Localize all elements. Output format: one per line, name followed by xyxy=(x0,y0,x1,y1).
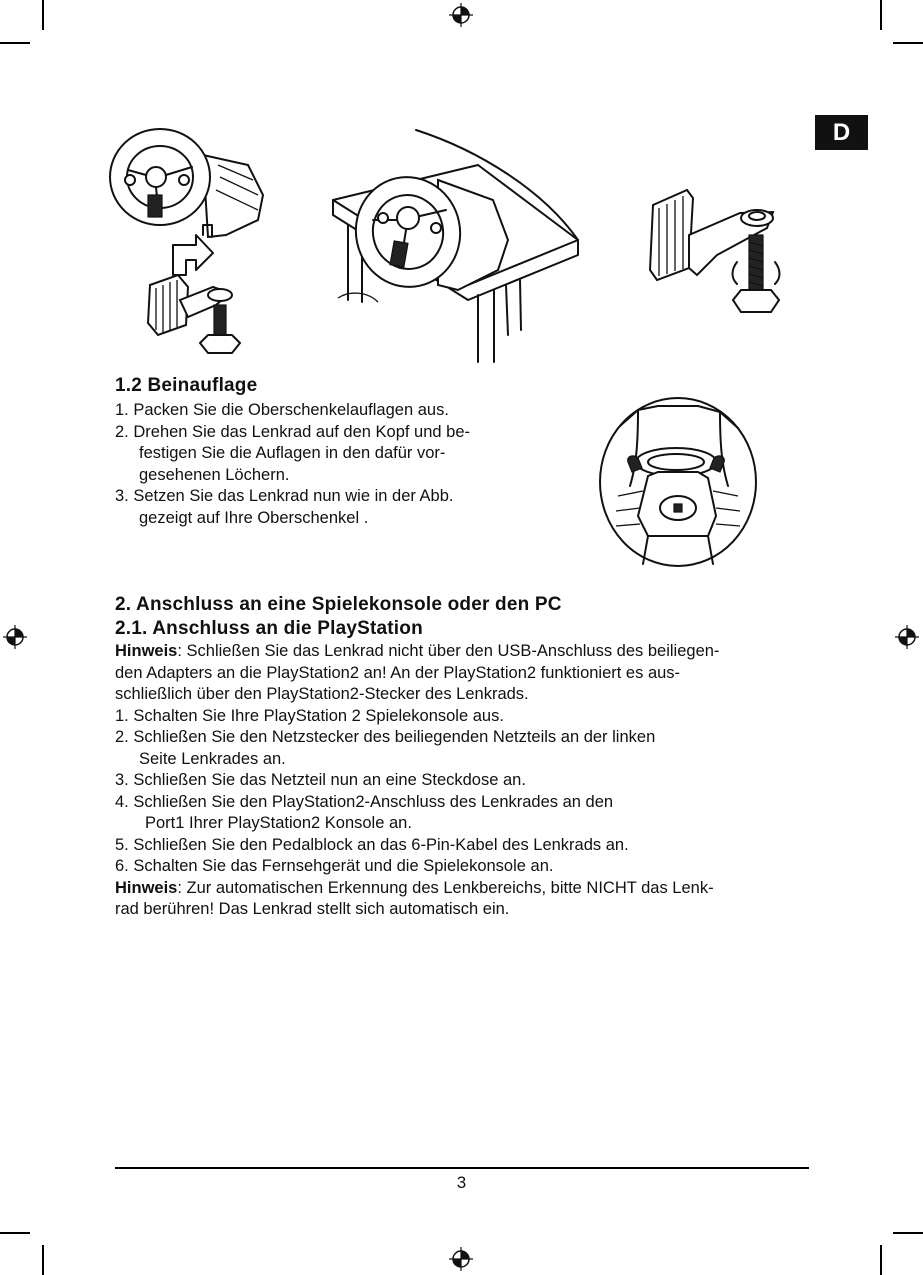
footer-divider xyxy=(115,1167,809,1169)
list-item xyxy=(115,400,470,422)
anschluss-body xyxy=(115,641,719,921)
step-number: 5. xyxy=(115,835,129,854)
step-text: gesehenen Löchern. xyxy=(139,465,290,484)
step-number: 4. xyxy=(115,792,129,811)
page-number: 3 xyxy=(456,1173,467,1192)
note-label: Hinweis xyxy=(115,878,178,897)
step-text: Drehen Sie das Lenkrad auf den Kopf und be- xyxy=(133,422,471,441)
note-text: : Schließen Sie das Lenkrad nicht über den USB-Anschluss des beiliegen- xyxy=(177,642,720,660)
list-item xyxy=(115,835,719,857)
note-paragraph xyxy=(115,878,719,921)
trim-mark xyxy=(42,0,44,30)
list-item xyxy=(115,856,719,878)
step-text: Schließen Sie das Netzteil nun an eine Steckdose an. xyxy=(133,771,526,789)
trim-mark xyxy=(42,1245,44,1275)
note-text: schließlich über den PlayStation2-Stecker des Lenkrads. xyxy=(115,685,529,703)
beinauflage-step-list xyxy=(115,400,470,529)
trim-mark xyxy=(880,1245,882,1275)
section-heading-anschluss: 2. Anschluss an eine Spielekonsole oder den PC xyxy=(115,594,562,615)
trim-mark xyxy=(893,1232,923,1234)
note-text: den Adapters an die PlayStation2 an! An der PlayStation2 funktioniert es aus- xyxy=(115,663,681,682)
wheel-mount-clamp-illustration xyxy=(108,125,268,360)
step-text: Schließen Sie den PlayStation2-Anschluss des Lenkrades an den xyxy=(133,792,614,811)
clamp-detail-illustration xyxy=(645,180,790,320)
registration-mark-icon xyxy=(3,625,27,649)
registration-mark-icon xyxy=(449,3,473,27)
note-label: Hinweis xyxy=(115,642,178,660)
step-text: Port1 Ihrer PlayStation2 Konsole an. xyxy=(145,814,412,832)
list-item xyxy=(115,486,470,529)
step-number: 2. xyxy=(115,422,129,441)
step-text: Packen Sie die Oberschenkelauflagen aus. xyxy=(133,401,449,419)
wheel-on-lap-illustration xyxy=(598,396,758,568)
step-text: Schließen Sie den Pedalblock an das 6-Pin-Kabel des Lenkrads an. xyxy=(133,835,629,854)
step-text: Schalten Sie Ihre PlayStation 2 Spielekonsole aus. xyxy=(133,706,504,725)
list-item xyxy=(115,422,470,487)
list-item xyxy=(115,727,719,770)
trim-mark xyxy=(0,42,30,44)
trim-mark xyxy=(880,0,882,30)
step-number: 3. xyxy=(115,771,129,789)
step-number: 1. xyxy=(115,401,129,419)
step-text: gezeigt auf Ihre Oberschenkel . xyxy=(139,508,369,527)
step-text: festigen Sie die Auflagen in den dafür vor- xyxy=(139,444,446,462)
note-text: : Zur automatischen Erkennung des Lenkbereichs, bitte NICHT das Lenk- xyxy=(177,878,714,897)
note-paragraph xyxy=(115,641,719,706)
language-tab: D xyxy=(815,115,868,150)
registration-mark-icon xyxy=(449,1247,473,1271)
trim-mark xyxy=(0,1232,30,1234)
section-heading-beinauflage: 1.2 Beinauflage xyxy=(115,375,258,396)
list-item xyxy=(115,770,719,792)
step-text: Seite Lenkrades an. xyxy=(139,749,286,768)
registration-mark-icon xyxy=(895,625,919,649)
step-number: 1. xyxy=(115,706,129,725)
step-text: Schließen Sie den Netzstecker des beiliegenden Netzteils an der linken xyxy=(133,728,656,746)
step-number: 3. xyxy=(115,487,129,505)
wheel-on-table-illustration xyxy=(328,130,583,365)
step-number: 2. xyxy=(115,728,129,746)
note-text: rad berühren! Das Lenkrad stellt sich automatisch ein. xyxy=(115,900,510,918)
trim-mark xyxy=(893,42,923,44)
step-text: Schalten Sie das Fernsehgerät und die Spielekonsole an. xyxy=(133,857,554,875)
subsection-heading-playstation: 2.1. Anschluss an die PlayStation xyxy=(115,618,423,639)
list-item xyxy=(115,792,719,835)
list-item xyxy=(115,706,719,728)
step-number: 6. xyxy=(115,857,129,875)
step-text: Setzen Sie das Lenkrad nun wie in der Abb. xyxy=(133,487,454,505)
